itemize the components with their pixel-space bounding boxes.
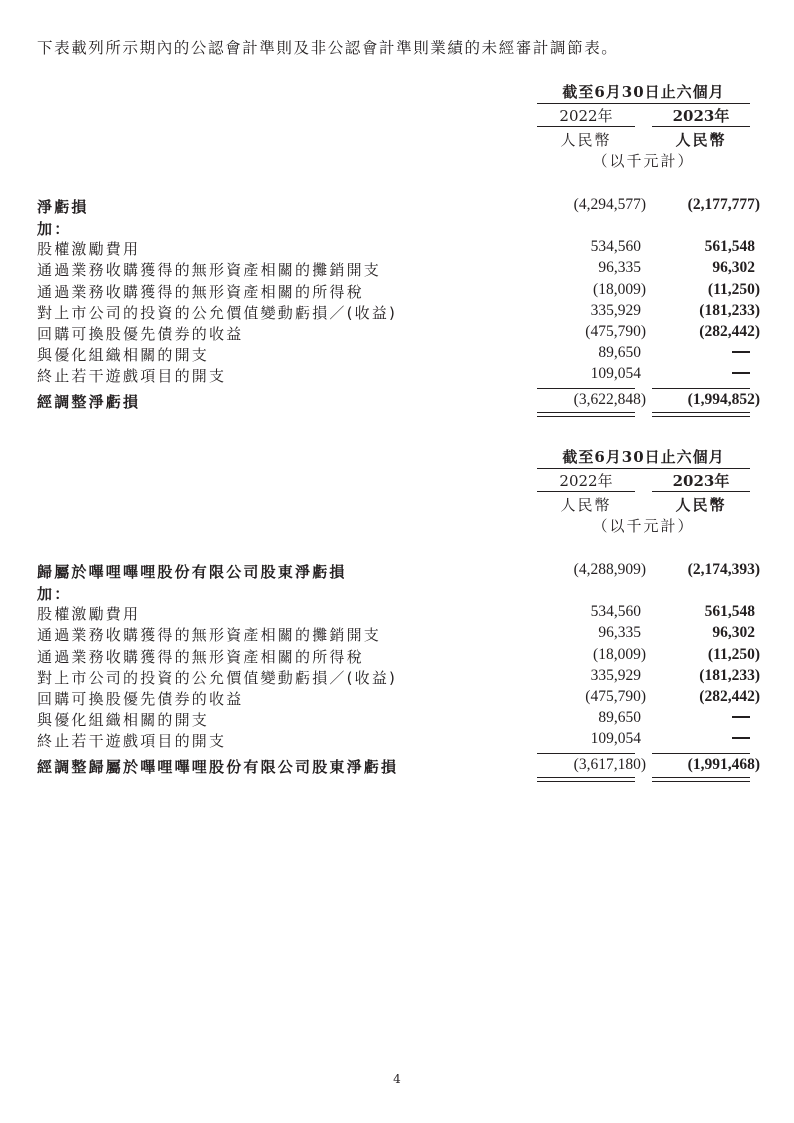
nil-dash [732,716,750,718]
value-2023 [732,709,755,727]
row-label: 回購可換股優先債券的收益 [37,325,244,343]
value-2023: (1,991,468) [687,756,760,773]
page-number: 4 [393,1072,401,1086]
value-2023: (11,250) [707,281,760,298]
table-row [37,667,760,688]
value-2023: (181,233) [699,667,760,684]
row-label: 通過業務收購獲得的無形資產相關的所得稅 [37,648,364,666]
table-row [37,646,760,667]
row-label: 股權激勵費用 [37,605,141,623]
year-2023: 2023年 [672,107,730,125]
row-label: 加： [37,220,72,238]
row-label: 通過業務收購獲得的無形資產相關的攤銷開支 [37,626,382,644]
table-row [37,238,757,259]
table-row [37,196,760,217]
row-label: 加： [37,585,72,603]
intro-text: 下表載列所示期內的公認會計準則及非公認會計準則業績的未經審計調節表。 [37,39,619,57]
value-2022: (475,790) [585,323,646,340]
value-2023: 96,302 [712,624,755,641]
value-2023: (2,177,777) [687,196,760,213]
unit-label: （以千元計） [592,517,695,535]
period-label: 截至6月30日止六個月 [562,83,725,101]
value-2023: (282,442) [699,323,760,340]
table-row [37,365,757,386]
value-2022: 109,054 [590,365,641,382]
total-row [37,391,760,412]
value-2022: 335,929 [590,302,641,319]
table-row [37,561,760,582]
subtotal-rule-2022 [537,753,635,754]
year-rule-2022 [537,126,635,127]
value-2022: 96,335 [598,624,641,641]
row-label: 通過業務收購獲得的無形資產相關的攤銷開支 [37,261,382,279]
value-2023: 561,548 [704,603,755,620]
total-row [37,756,760,777]
value-2023: 561,548 [704,238,755,255]
row-label: 經調整歸屬於嗶哩嗶哩股份有限公司股東淨虧損 [37,758,399,776]
currency-2023: 人民幣 [675,496,727,514]
year-rule-2023 [652,491,750,492]
row-label: 回購可換股優先債券的收益 [37,690,244,708]
row-label: 與優化組織相關的開支 [37,346,210,364]
value-2022: (4,294,577) [573,196,646,213]
table-row [37,624,757,645]
row-label: 歸屬於嗶哩嗶哩股份有限公司股東淨虧損 [37,563,347,581]
value-2022: (3,617,180) [573,756,646,773]
row-label: 通過業務收購獲得的無形資產相關的所得稅 [37,283,364,301]
table-row [37,218,757,239]
value-2023: (2,174,393) [687,561,760,578]
subtotal-rule-2023 [652,388,750,389]
table-row [37,323,760,344]
nil-dash [732,737,750,739]
value-2022: 335,929 [590,667,641,684]
value-2023 [732,365,755,383]
unit-label: （以千元計） [592,152,695,170]
table-row [37,688,760,709]
value-2022: 534,560 [590,603,641,620]
table-row [37,603,757,624]
nil-dash [732,351,750,353]
value-2023: (1,994,852) [687,391,760,408]
value-2023: 96,302 [712,259,755,276]
value-2022: (4,288,909) [573,561,646,578]
header-rule [537,103,750,104]
year-rule-2023 [652,126,750,127]
year-2022: 2022年 [559,107,613,125]
currency-2022: 人民幣 [560,496,612,514]
value-2023 [732,730,755,748]
table-row [37,730,757,751]
value-2022: 96,335 [598,259,641,276]
period-label: 截至6月30日止六個月 [562,448,725,466]
value-2022: 534,560 [590,238,641,255]
row-label: 對上市公司的投資的公允價值變動虧損／(收益) [37,304,398,322]
row-label: 與優化組織相關的開支 [37,711,210,729]
row-label: 股權激勵費用 [37,240,141,258]
subtotal-rule-2023 [652,753,750,754]
row-label: 對上市公司的投資的公允價值變動虧損／(收益) [37,669,398,687]
double-rule-2022 [537,412,635,417]
value-2023: (181,233) [699,302,760,319]
value-2023: (282,442) [699,688,760,705]
double-rule-2023 [652,777,750,782]
table-row [37,583,757,604]
table-row [37,709,757,730]
value-2023 [732,344,755,362]
table-row [37,281,760,302]
header-rule [537,468,750,469]
table-row [37,302,760,323]
nil-dash [732,372,750,374]
year-2022: 2022年 [559,472,613,490]
value-2022: (18,009) [593,281,646,298]
double-rule-2022 [537,777,635,782]
value-2023: (11,250) [707,646,760,663]
double-rule-2023 [652,412,750,417]
value-2022: (18,009) [593,646,646,663]
year-2023: 2023年 [672,472,730,490]
currency-2022: 人民幣 [560,131,612,149]
value-2022: 89,650 [598,344,641,361]
value-2022: 109,054 [590,730,641,747]
value-2022: 89,650 [598,709,641,726]
currency-2023: 人民幣 [675,131,727,149]
value-2022: (475,790) [585,688,646,705]
table-row [37,259,757,280]
row-label: 終止若干遊戲項目的開支 [37,732,227,750]
value-2022: (3,622,848) [573,391,646,408]
row-label: 經調整淨虧損 [37,393,141,411]
subtotal-rule-2022 [537,388,635,389]
row-label: 淨虧損 [37,198,89,216]
year-rule-2022 [537,491,635,492]
row-label: 終止若干遊戲項目的開支 [37,367,227,385]
table-row [37,344,757,365]
